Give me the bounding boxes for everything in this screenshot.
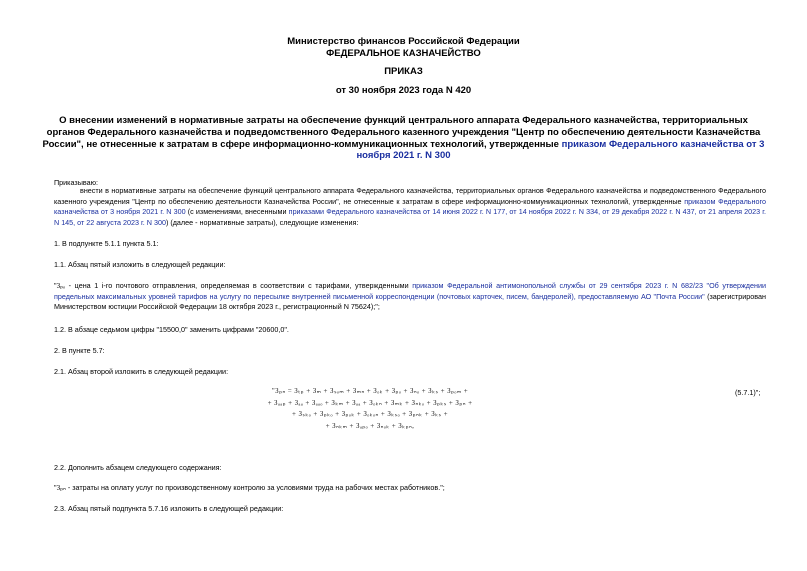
main-link-1[interactable]: приказом Федерального казначейства от 3 ноября 2021 г. N 300	[54, 196, 766, 217]
quote-1-symbol: Зₚₒ	[56, 282, 66, 290]
formula-line: + Зₐₐₚ + Зₐₐ + Зₐₐₒ + Зₖₘ + Зₐₐ + Зₒₖₙ + Зₘₖ + Зₙₖₒ + Зₚₖₛ + Зₚₙ +	[267, 398, 473, 407]
item-2-3: 2.3. Абзац пятый подпункта 5.7.16 изложить в следующей редакции:	[54, 504, 284, 513]
item-1-2: 1.2. В абзаце седьмом цифры "15500,0" заменить цифрами "20600,0".	[54, 325, 289, 334]
formula-line: "Зₚₙ = Зₜₚ + Зₘ + Зₛₒₘ + Зₘₙ + Зₒₖ + Зₚₒ + Зₙₒ + Зₖₛ + Зₚₒₘ +	[271, 387, 469, 395]
item-2: 2. В пункте 5.7:	[54, 346, 105, 355]
main-text-2: (с изменениями, внесенными	[185, 207, 289, 217]
quote-2-symbol: Зₚₙ	[56, 484, 66, 492]
intro-text: Приказываю:	[54, 178, 98, 187]
item-2-2: 2.2. Дополнить абзацем следующего содержания:	[54, 463, 222, 472]
main-paragraph	[54, 186, 766, 228]
item-1: 1. В подпункте 5.1.1 пункта 5.1:	[54, 239, 159, 248]
document-date-number: от 30 ноября 2023 года N 420	[335, 85, 472, 96]
main-text-1: внести в нормативные затраты на обеспечение функций центрального аппарата Федерального казначейства, территориальных органов Федерального казначейства и подведомственного Федерального казенного учреждения "Центр по обеспечению деятельности Казначейства России", не отнесенные к затратам в сфере информационно-коммуникационных технологий, утвержденные	[54, 186, 766, 206]
formula-line: + Зₙₖₘ + Зₐₚₒ + Зₙₒₖ + Зₖₚₙ,	[325, 421, 415, 430]
quote-2	[54, 483, 445, 494]
title-text: О внесении изменений в нормативные затраты на обеспечение функций центрального аппарата Федерального казначейства, территориальных органов Федерального казначейства и подведомственного Федерального казенного учреждения "Центр по обеспечению деятельности Казначейства России", не отнесенные к затратам в сфере информационно-коммуникационных технологий, утвержденные	[42, 115, 761, 150]
quote-1-text: - цена 1 i-го почтового отправления, определяемая в соответствии с тарифами, утвержденными	[65, 281, 413, 290]
quote-2-open: "	[54, 483, 57, 492]
main-text-3: ) (далее - нормативные затраты), следующие изменения:	[165, 217, 359, 227]
quote-1-tail: (зарегистрирован Министерством юстиции Российской Федерации 18 октября 2023 г., регистрационный N 75624);";	[54, 291, 766, 312]
main-link-2[interactable]: приказами Федерального казначейства от 14 июня 2022 г. N 177, от 14 ноября 2022 г. N 334, от 29 декабря 2022 г. N 437, от 21 апреля 2023 г. N 145, от 22 августа 2023 г. N 300	[54, 207, 766, 227]
document-title	[40, 115, 767, 162]
quote-2-text: - затраты на оплату услуг по производственному контролю за условиями труда на рабочих местах работников.";	[65, 483, 445, 492]
quote-1	[54, 281, 766, 313]
formula-line: + Зₛₖₒ + Зₚₖₒ + Зₚₒₖ + Зₒₖₒₙ + Зₖₛₒ + Зₚₙₖ + Зₖₛ +	[292, 410, 448, 418]
document-type: ПРИКАЗ	[384, 66, 423, 77]
quote-1-link[interactable]: приказом Федеральной антимонопольной службы от 29 сентября 2023 г. N 682/23 "Об утверждении предельных максимальных уровней тарифов на услугу по пересылке внутренней письменной корреспонденции (почтовых карточек, писем, бандеролей), предоставляемую АО "Почта России"	[54, 281, 767, 301]
formula-number: (5.7.1)";	[735, 388, 761, 397]
title-link[interactable]: приказом Федерального казначейства от 3 ноября 2021 г. N 300	[356, 138, 765, 162]
formula-block	[255, 386, 485, 432]
ministry-heading: Министерство финансов Российской Федерации	[287, 36, 520, 47]
item-2-1: 2.1. Абзац второй изложить в следующей редакции:	[54, 367, 229, 376]
agency-heading: ФЕДЕРАЛЬНОЕ КАЗНАЧЕЙСТВО	[326, 48, 481, 59]
quote-1-open: "	[54, 281, 57, 290]
item-1-1: 1.1. Абзац пятый изложить в следующей редакции:	[54, 260, 226, 269]
